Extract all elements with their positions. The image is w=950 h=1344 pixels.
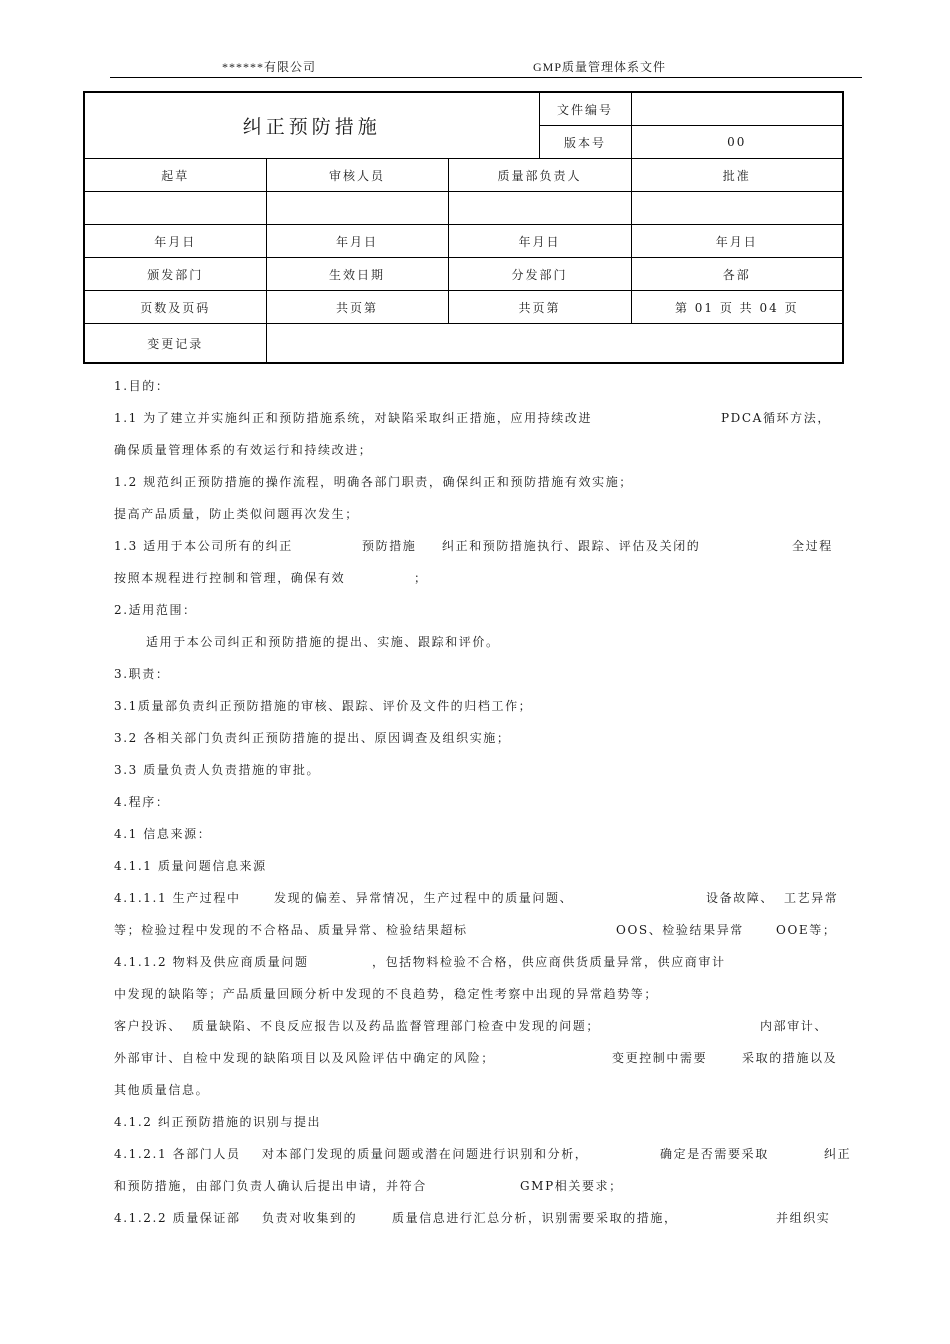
revision-history-label: 变更记录 — [84, 324, 266, 364]
approver-date: 年月日 — [631, 225, 843, 258]
para-4-1-2-1-cont: 和预防措施，由部门负责人确认后提出申请，并符合 — [114, 1179, 427, 1193]
para-1-2-cont: 提高产品质量，防止类似问题再次发生； — [114, 507, 359, 521]
header-company: ******有限公司 — [222, 60, 317, 74]
para-4-1-1-2-cont: 中发现的缺陷等；产品质量回顾分析中发现的不良趋势，稳定性考察中出现的异常趋势等； — [114, 987, 659, 1001]
all-depts: 各部 — [631, 258, 843, 291]
para-4-1-1-2-f: 外部审计、自检中发现的缺陷项目以及风险评估中确定的风险； — [114, 1051, 495, 1065]
header-system: GMP质量管理体系文件 — [533, 60, 667, 74]
para-4-1-2-1-b: 对本部门发现的质量问题或潜在问题进行识别和分析， — [262, 1147, 589, 1161]
section-2-heading: 2.适用范围： — [114, 603, 197, 617]
para-3-1: 3.1质量部负责纠正预防措施的审核、跟踪、评价及文件的归档工作； — [114, 699, 533, 713]
para-4-1-2-2-d: 并组织实 — [776, 1211, 831, 1225]
qa-head-date: 年月日 — [448, 225, 631, 258]
para-4-1-2-2: 4.1.2.2 质量保证部 — [114, 1211, 241, 1225]
para-4-1-1-1-oos: OOS、检验结果异常 — [616, 923, 744, 937]
para-4-1-1-2-d: 质量缺陷、不良反应报告以及药品监督管理部门检查中发现的问题； — [192, 1019, 601, 1033]
version-value: 00 — [631, 126, 843, 159]
para-4-1-1-2-h: 采取的措施以及 — [742, 1051, 838, 1065]
revision-history-value — [266, 324, 843, 364]
page-cell-1: 共页第 — [266, 291, 448, 324]
issuing-dept: 颁发部门 — [84, 258, 266, 291]
approver-signature — [631, 192, 843, 225]
para-1-3-end: ； — [414, 571, 428, 585]
para-1-2: 1.2 规范纠正预防措施的操作流程，明确各部门职责，确保纠正和预防措施有效实施； — [114, 475, 633, 489]
para-1-3-b: 预防措施 — [362, 539, 417, 553]
drafter-signature — [84, 192, 266, 225]
para-4-1-2-2-c: 质量信息进行汇总分析，识别需要采取的措施， — [392, 1211, 678, 1225]
section-4-heading: 4.程序： — [114, 795, 170, 809]
qa-head-signature — [448, 192, 631, 225]
para-1-3-c: 纠正和预防措施执行、跟踪、评估及关闭的 — [442, 539, 701, 553]
para-4-1: 4.1 信息来源： — [114, 827, 212, 841]
reviewer-signature — [266, 192, 448, 225]
drafter-header: 起草 — [84, 159, 266, 192]
drafter-date: 年月日 — [84, 225, 266, 258]
qa-head-header: 质量部负责人 — [448, 159, 631, 192]
para-4-1-1-1-ooe: OOE等； — [776, 923, 837, 937]
para-4-1-2-1-c: 确定是否需要采取 — [660, 1147, 769, 1161]
para-4-1-2-1: 4.1.2.1 各部门人员 — [114, 1147, 241, 1161]
section-3-heading: 3.职责： — [114, 667, 170, 681]
doc-number-value — [631, 92, 843, 126]
para-4-1-1-2-i: 其他质量信息。 — [114, 1083, 210, 1097]
para-4-1-1-1-b: 发现的偏差、异常情况，生产过程中的质量问题、 — [274, 891, 574, 905]
section-1-heading: 1.目的： — [114, 379, 170, 393]
document-control-table — [83, 91, 844, 364]
scope-text: 适用于本公司纠正和预防措施的提出、实施、跟踪和评价。 — [146, 635, 500, 649]
para-4-1-1: 4.1.1 质量问题信息来源 — [114, 859, 267, 873]
para-1-3: 1.3 适用于本公司所有的纠正 — [114, 539, 293, 553]
reviewer-date: 年月日 — [266, 225, 448, 258]
para-4-1-2-1-d: 纠正 — [824, 1147, 852, 1161]
para-1-1-term: PDCA循环方法， — [721, 411, 831, 425]
distribution-dept: 分发部门 — [448, 258, 631, 291]
para-1-1-cont: 确保质量管理体系的有效运行和持续改进； — [114, 443, 373, 457]
page-cell-2: 共页第 — [448, 291, 631, 324]
doc-number-label: 文件编号 — [539, 92, 631, 126]
effective-date: 生效日期 — [266, 258, 448, 291]
page-number: 第 01 页 共 04 页 — [631, 291, 843, 324]
para-3-2: 3.2 各相关部门负责纠正预防措施的提出、原因调查及组织实施； — [114, 731, 511, 745]
para-4-1-2-2-b: 负责对收集到的 — [262, 1211, 358, 1225]
header-divider — [110, 77, 862, 78]
page-count-label: 页数及页码 — [84, 291, 266, 324]
para-1-3-d: 全过程 — [792, 539, 833, 553]
para-4-1-1-2-g: 变更控制中需要 — [612, 1051, 708, 1065]
para-4-1-1-1-c: 设备故障、 — [706, 891, 775, 905]
para-4-1-1-1-d: 工艺异常 — [784, 891, 839, 905]
para-1-3-cont: 按照本规程进行控制和管理，确保有效 — [114, 571, 346, 585]
reviewer-header: 审核人员 — [266, 159, 448, 192]
version-label: 版本号 — [539, 126, 631, 159]
para-4-1-1-1-cont: 等；检验过程中发现的不合格品、质量异常、检验结果超标 — [114, 923, 468, 937]
para-4-1-1-2: 4.1.1.2 物料及供应商质量问题 — [114, 955, 309, 969]
para-4-1-2-1-gmp: GMP相关要求； — [520, 1179, 623, 1193]
para-4-1-1-2-c: 客户投诉、 — [114, 1019, 183, 1033]
approver-header: 批准 — [631, 159, 843, 192]
document-title: 纠正预防措施 — [84, 92, 539, 159]
para-4-1-1-1: 4.1.1.1 生产过程中 — [114, 891, 241, 905]
para-4-1-2: 4.1.2 纠正预防措施的识别与提出 — [114, 1115, 322, 1129]
para-1-1: 1.1 为了建立并实施纠正和预防措施系统，对缺陷采取纠正措施，应用持续改进 — [114, 411, 593, 425]
para-3-3: 3.3 质量负责人负责措施的审批。 — [114, 763, 321, 777]
para-4-1-1-2-e: 内部审计、 — [760, 1019, 829, 1033]
para-4-1-1-2-b: ，包括物料检验不合格，供应商供货质量异常，供应商审计 — [372, 955, 726, 969]
